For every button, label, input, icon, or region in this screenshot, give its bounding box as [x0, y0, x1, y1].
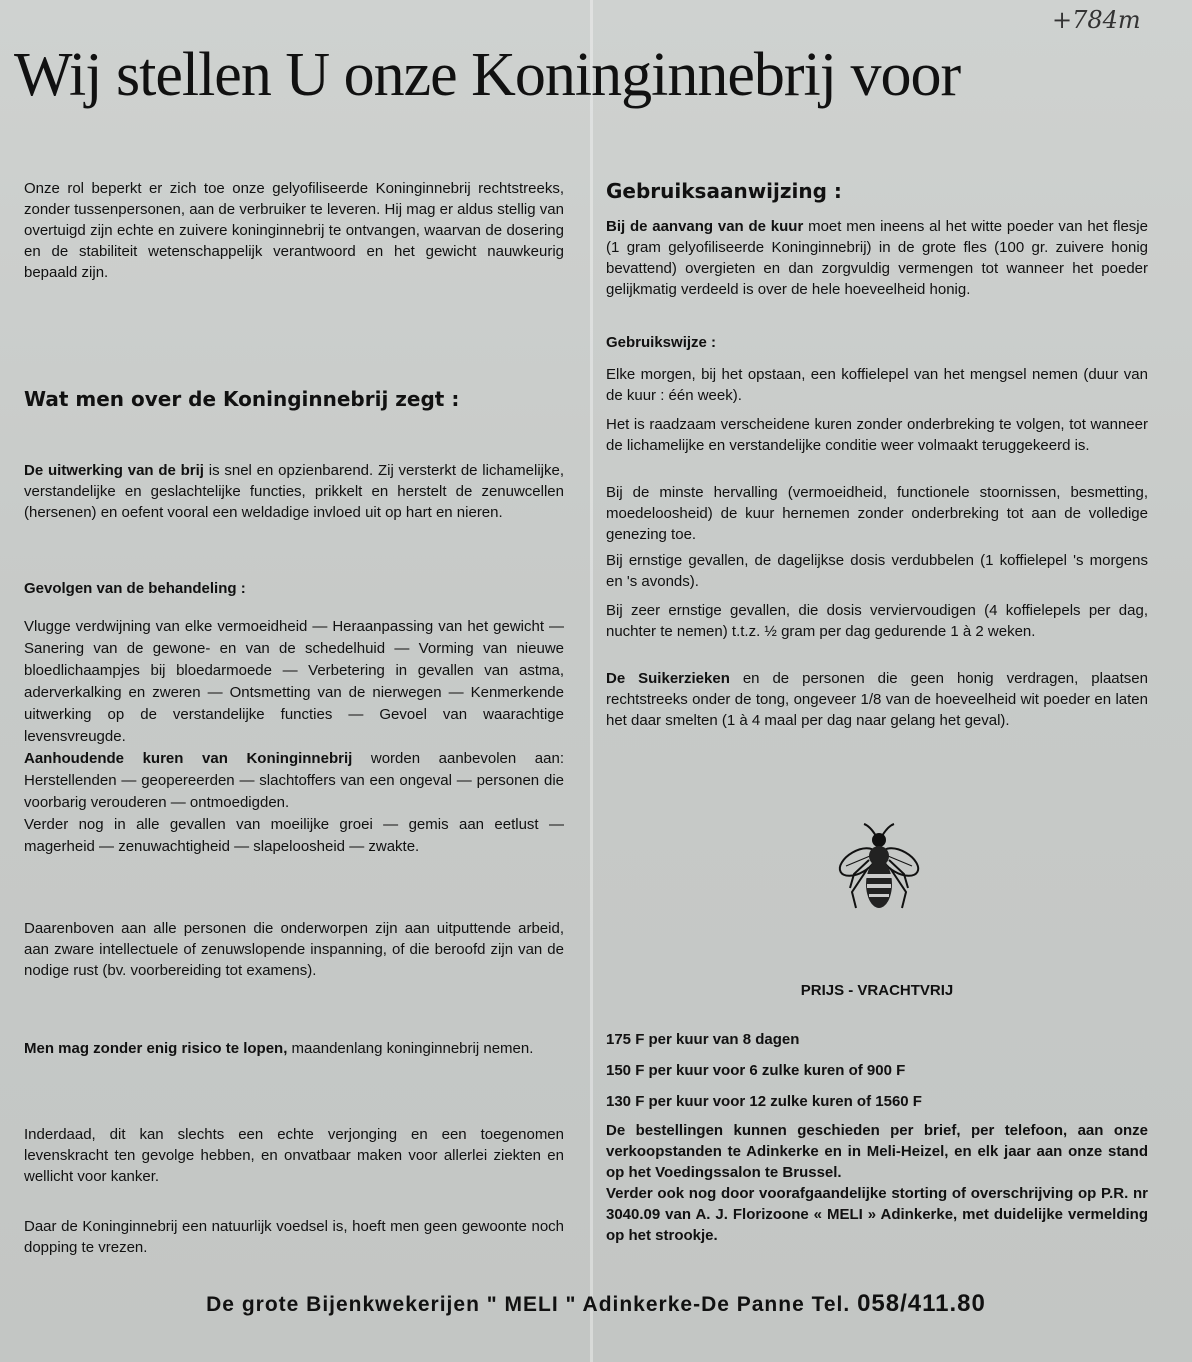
voedsel-paragraph: Daar de Koninginnebrij een natuurlijk voedsel is, hoeft men geen gewoonte noch dopping te vrezen.: [24, 1218, 564, 1256]
daarenboven-block: [24, 918, 564, 981]
gevolgen-heading-block: [24, 578, 564, 599]
effect-paragraph: [24, 460, 564, 523]
verjonging-block: [24, 1124, 564, 1187]
bestellingen-paragraph: De bestellingen kunnen geschieden per brief, per telefoon, aan onze verkoopstanden te Adinkerke en in Meli-Heizel, en elk jaar aan onze stand op het Voedingssalon te Brussel.: [606, 1122, 1148, 1181]
right-heading: Gebruiksaanwijzing :: [606, 179, 842, 203]
suiker-bold: De Suikerzieken: [606, 670, 730, 687]
suiker-block: [606, 668, 1148, 731]
wijze-p3-block: [606, 482, 1148, 545]
wijze-p5-block: [606, 600, 1148, 642]
daarenboven-paragraph: Daarenboven aan alle personen die onderworpen zijn aan uitputtende arbeid, aan zware intellectuele of zenuwslopende inspanning, of die beroofd zijn van de nodige rust (bv. voorbereiding tot examens).: [24, 920, 564, 979]
suiker-text: en de personen die geen honig verdragen, plaatsen rechtstreeks onder de tong, ongeveer 1/8 van de hoeveelheid wit poeder en laten het daar smelten (1 à 4 maal per dag naar gelang het geval).: [606, 670, 1148, 729]
wijze-p5: Bij zeer ernstige gevallen, die dosis verviervoudigen (4 koffielepels per dag, nuchter te nemen) t.t.z. ½ gram per dag gedurende 1 à 2 weken.: [606, 602, 1148, 640]
risico-text: maandenlang koninginnebrij nemen.: [287, 1040, 534, 1057]
kuren-text: worden aanbevolen aan: Herstellenden — geopereerden — slachtoffers van een ongeval — personen die voorbarig verouderen — ontmoedigden.: [24, 750, 565, 811]
price-item: 150 F per kuur voor 6 zulke kuren of 900 F: [606, 1062, 906, 1079]
footer-text: De grote Bijenkwekerijen " MELI " Adinkerke-De Panne Tel.: [206, 1293, 851, 1316]
gevolgen-block: [24, 616, 564, 858]
wijze-heading: Gebruikswijze :: [606, 334, 717, 351]
verjonging-paragraph: Inderdaad, dit kan slechts een echte verjonging en een toegenomen levenskracht ten gevolge hebben, en onvatbaar maken voor allerlei ziekten en wellicht voor kanker.: [24, 1126, 564, 1185]
bee-icon: [836, 822, 922, 914]
risico-bold: Men mag zonder enig risico te lopen,: [24, 1040, 288, 1057]
effect-bold: De uitwerking van de brij: [24, 462, 204, 479]
risico-paragraph: [24, 1038, 564, 1059]
footer: [0, 1290, 1192, 1318]
aanvang-bold: Bij de aanvang van de kuur: [606, 218, 804, 235]
effect-text: is snel en opzienbarend. Zij versterkt de lichamelijke, verstandelijke en geslachtelijke functies, prikkelt en herstelt de zenuwcellen (hersenen) en oefent vooral een weldadige invloed uit op hart en nieren.: [24, 462, 564, 521]
intro-paragraph: Onze rol beperkt er zich toe onze gelyofiliseerde Koninginnebrij rechtstreeks, zonder tussenpersonen, aan de verbruiker te leveren. Hij mag er aldus stellig van overtuigd zijn echte en zuivere koninginnebrij te ontvangen, waarvan de dosering en de stabiliteit wetenschappelijk verantwoord en het gewicht nauwkeurig bepaald zijn.: [24, 180, 564, 281]
right-heading-block: [606, 176, 1148, 206]
fold-line: [590, 0, 593, 1362]
price-list: [606, 1024, 1148, 1117]
kuren-bold: Aanhoudende kuren van Koninginnebrij: [24, 750, 353, 767]
wijze-p4-block: [606, 550, 1148, 592]
wijze-p3: Bij de minste hervalling (vermoeidheid, functionele stoornissen, besmetting, moedeloosheid) de kuur hernemen zonder onderbreking tot aan de volledige genezing toe.: [606, 484, 1148, 543]
storting-paragraph: Verder ook nog door voorafgaandelijke storting of overschrijving op P.R. nr 3040.09 van A. J. Florizoone « MELI » Adinkerke, met duidelijke vermelding op het strookje.: [606, 1185, 1148, 1244]
left-heading-block: [24, 384, 564, 414]
voedsel-block: [24, 1216, 564, 1258]
wijze-p1-block: [606, 364, 1148, 406]
wijze-p4: Bij ernstige gevallen, de dagelijkse dosis verdubbelen (1 koffielepel 's morgens en 's avonds).: [606, 552, 1148, 590]
wijze-p1: Elke morgen, bij het opstaan, een koffielepel van het mengsel nemen (duur van de kuur : één week).: [606, 366, 1148, 404]
left-heading: Wat men over de Koninginnebrij zegt :: [24, 387, 460, 411]
bestellingen-block: [606, 1120, 1148, 1246]
gevolgen-paragraph: Vlugge verdwijning van elke vermoeidheid — Heraanpassing van het gewicht — Sanering van de gewone- en van de schedelhuid — Vorming van nieuwe bloedlichaampjes bij bloedarmoede — Verbetering in gevallen van astma, aderverkalking en zweren — Ontsmetting van de nierwegen — Kenmerkende uitwerking op de verstandelijke functies — Gevoel van waarachtige levensvreugde.: [24, 618, 564, 745]
footer-telephone: 058/411.80: [857, 1290, 986, 1317]
prijs-heading: PRIJS - VRACHTVRIJ: [800, 982, 954, 999]
wijze-heading-block: [606, 332, 1148, 353]
gevolgen-heading: Gevolgen van de behandeling :: [24, 580, 246, 597]
wijze-p2-block: [606, 414, 1148, 456]
headline: Wij stellen U onze Koninginnebrij voor: [14, 41, 961, 109]
aanvang-block: [606, 216, 1148, 300]
aanvang-paragraph: [606, 216, 1148, 300]
wijze-p2: Het is raadzaam verscheidene kuren zonder onderbreking te volgen, tot wanneer de lichamelijke en verstandelijke conditie weer volmaakt teruggekeerd is.: [606, 416, 1148, 454]
price-item: 130 F per kuur voor 12 zulke kuren of 1560 F: [606, 1093, 922, 1110]
aanvang-text: moet men ineens al het witte poeder van het flesje (1 gram gelyofiliseerde Koninginnebrij) in de grote fles (100 gr. zuivere honig bevattend) overgieten en dan zorgvuldig vermengen tot wanneer het poeder gelijkmatig verdeeld is over de hele hoeveelheid honig.: [606, 218, 1148, 298]
prijs-heading-block: [606, 980, 1148, 1001]
left-column: [24, 178, 564, 283]
suiker-paragraph: [606, 668, 1148, 731]
kuren-paragraph: [24, 748, 564, 814]
handwritten-annotation: +784m: [1052, 6, 1141, 34]
groei-paragraph: Verder nog in alle gevallen van moeilijke groei — gemis aan eetlust — magerheid — zenuwachtigheid — slapeloosheid — zwakte.: [24, 816, 564, 855]
effect-block: [24, 460, 564, 523]
risico-block: [24, 1038, 564, 1059]
price-item: 175 F per kuur van 8 dagen: [606, 1031, 800, 1048]
